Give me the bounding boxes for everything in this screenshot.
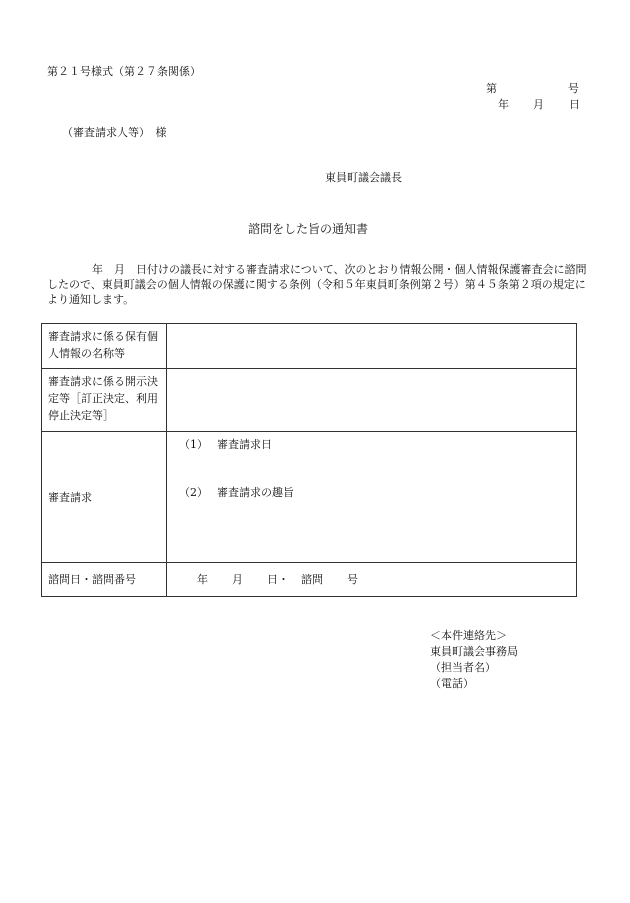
inquiry-year-label: 年 (197, 573, 208, 586)
table-row (42, 563, 577, 597)
row-label-review-request: 審査請求 (42, 432, 167, 563)
list-item (173, 484, 570, 501)
contact-phone: （電話） (430, 677, 474, 690)
table-row (42, 324, 577, 369)
table-row (42, 432, 577, 563)
row-label-personal-info: 審査請求に係る保有個人情報の名称等 (42, 324, 167, 369)
inquiry-number-label: 号 (347, 573, 358, 586)
date-month-label: 月 (533, 98, 544, 111)
row-value-review-request (167, 432, 577, 563)
item-text: 審査請求日 (217, 438, 272, 451)
item-number: （2） (179, 486, 208, 499)
contact-office: 東員町議会事務局 (430, 645, 518, 658)
form-number: 第２１号様式（第２７条関係） (47, 65, 201, 78)
body-text: 年 月 日付けの議長に対する審査請求について、次のとおり情報公開・個人情報保護審査会に諮問したので、東員町議会の個人情報の保護に関する条例（令和５年東員町条例第２号）第４５条第２項の規定により通知します。 (47, 263, 587, 306)
body-paragraph (47, 262, 587, 307)
row-value-disclosure-decision (167, 369, 577, 432)
contact-heading: ＜本件連絡先＞ (430, 629, 507, 642)
row-value-inquiry-date (167, 563, 577, 597)
item-number: （1） (179, 438, 208, 451)
row-value-personal-info (167, 324, 577, 369)
notice-table (41, 323, 577, 597)
row-label-inquiry-date: 諮問日・諮問番号 (42, 563, 167, 597)
row-label-disclosure-decision: 審査請求に係る開示決定等［訂正決定、利用停止決定等］ (42, 369, 167, 432)
document-number-suffix: 号 (568, 82, 579, 95)
item-text: 審査請求の趣旨 (217, 486, 294, 499)
inquiry-label: 諮問 (301, 573, 323, 586)
table-row (42, 369, 577, 432)
date-day-label: 日 (569, 98, 580, 111)
inquiry-day-label: 日・ (267, 573, 289, 586)
date-year-label: 年 (498, 98, 509, 111)
addressee: （審査請求人等） 様 (62, 126, 167, 139)
document-number-prefix: 第 (486, 82, 497, 95)
contact-person: （担当者名） (430, 661, 496, 674)
document-title: 諮問をした旨の通知書 (248, 222, 369, 236)
sender: 東員町議会議長 (325, 171, 402, 184)
inquiry-month-label: 月 (232, 573, 243, 586)
contact-block (430, 628, 518, 692)
list-item (173, 436, 570, 453)
